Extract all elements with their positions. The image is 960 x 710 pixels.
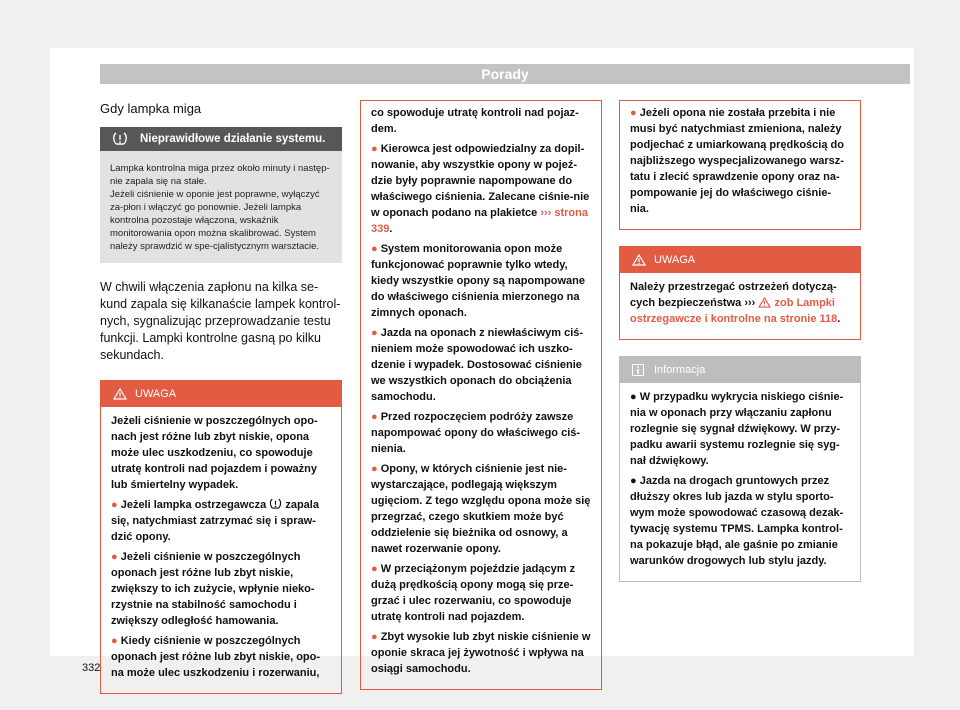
warning-label: UWAGA — [654, 254, 696, 266]
warning-body — [361, 101, 601, 689]
warning-header — [620, 247, 860, 273]
info-bullet: ● Jazda na drogach gruntowych przez dłuższy okres lub jazda w stylu sporto-wym może spowodować czasową dezak-tywację systemu TPMS. Lampka kontrol-na pokazuje błąd, ale gaśnie po zmianie warunków drogowych lub stylu jazdy. — [630, 475, 844, 567]
bullet-icon: ● — [371, 243, 381, 255]
warning-bullet: ● Jeżeli lampka ostrzegawcza zapala się, natychmiast zatrzymać się i spraw-dzić opony. — [111, 499, 319, 543]
info-label: Informacja — [654, 364, 706, 376]
warning-bullet: ● Opony, w których ciśnienie jest nie-wystarczające, podlegają większym ugięciom. Z tego względu opona może się przegrzać, czego skutkiem może być oddzielenie się bieżnika od osnowy, a nawet rozerwanie opony. — [371, 463, 591, 555]
warning-box-continued — [619, 100, 861, 230]
tire-pressure-warning-icon — [100, 132, 140, 146]
warning-intro: Jeżeli ciśnienie w poszczególnych opo-nach jest różne lub zbyt niskie, opona może ulec uszkodzeniu, co spowoduje utratę kontroli nad pojazdem i poważny lub śmiertelny wypadek. — [111, 415, 318, 491]
warning-bullet: ● Kierowca jest odpowiedzialny za dopil-nowanie, aby wszystkie opony w pojeź-dzie były poprawnie napompowane do właściwego ciśnienia. Zalecane ciśnie-nie w oponach podano na plakietce ››› strona 339. — [371, 143, 590, 235]
column-left — [100, 100, 342, 710]
bullet-icon: ● — [630, 107, 640, 119]
bullet-icon: ● — [371, 563, 381, 575]
info-box — [619, 356, 861, 582]
warning-continuation: co spowoduje utratę kontroli nad pojaz-dem. — [371, 107, 579, 135]
tire-pressure-warning-icon — [269, 498, 282, 510]
warning-box-continued — [360, 100, 602, 690]
bullet-icon: ● — [371, 463, 381, 475]
bullet-icon: ● — [371, 411, 381, 423]
bullet-icon: ● — [630, 475, 640, 487]
bullet-icon: ● — [111, 635, 121, 647]
warning-bullet: ● Jeżeli ciśnienie w poszczególnych oponach jest różne lub zbyt niskie, zwiększy to ich zużycie, wpłynie nieko-rzystnie na stabilność samochodu i zwiększy odległość hamowania. — [111, 551, 315, 627]
warning-label: UWAGA — [135, 388, 177, 400]
bullet-icon: ● — [111, 499, 121, 511]
lamp-box-header — [100, 127, 342, 151]
warning-bullet: ● Jazda na oponach z niewłaściwym ciś-nieniem może spowodować ich uszko-dzenie i wypadek. Dostosować ciśnienie we wszystkich oponach do obciążenia samochodu. — [371, 327, 584, 403]
lamp-box — [100, 127, 342, 263]
warning-body — [620, 273, 860, 339]
lamp-box-body — [100, 151, 342, 263]
bullet-icon: ● — [630, 391, 640, 403]
warning-box-safety — [619, 246, 861, 340]
info-icon — [632, 364, 644, 376]
info-body — [620, 383, 860, 581]
info-bullet: ● W przypadku wykrycia niskiego ciśnie-nia w oponach przy włączaniu zapłonu rozlegnie się sygnał dźwiękowy. W przy-padku awarii systemu rozlegnie się syg-nał dźwiękowy. — [630, 391, 844, 467]
warning-body — [620, 101, 860, 229]
page — [50, 48, 914, 679]
bullet-icon: ● — [371, 143, 381, 155]
warning-box — [100, 380, 342, 694]
bullet-icon: ● — [371, 631, 381, 643]
warning-bullet: ● System monitorowania opon może funkcjonować poprawnie tylko wtedy, kiedy wszystkie opony są napompowane do właściwego ciśnienia mierzonego na zimnych oponach. — [371, 243, 585, 319]
lamp-box-text: Lampka kontrolna miga przez około minuty i następ-nie zapala się na stałe. Jeżeli ciśnienie w oponie jest poprawne, wyłączyć za-płon i włączyć go ponownie. Jeżeli lampka kontrolna pozostaje włączona, wskaźnik monitorowania opon można skalibrować. System należy sprawdzić w spe-cjalistycznym warsztacie. — [110, 163, 330, 252]
bullet-icon: ● — [111, 551, 121, 563]
warning-body — [101, 407, 341, 693]
warning-lamps-link[interactable]: zob Lampki ostrzegawcze i kontrolne na stronie 118 — [630, 297, 838, 325]
warning-bullet: ● Przed rozpoczęciem podróży zawsze napompować opony do właściwego ciś-nienia. — [371, 411, 581, 455]
warning-triangle-icon — [758, 297, 771, 308]
bullet-icon: ● — [371, 327, 381, 339]
warning-bullet: ● Zbyt wysokie lub zbyt niskie ciśnienie w oponie skraca jej żywotność i wpływa na osiągi samochodu. — [371, 631, 591, 675]
ignition-paragraph: W chwili włączenia zapłonu na kilka se-kund zapala się kilkanaście lampek kontrol-nych, sygnalizując przeprowadzanie testu funkcji. Lampki kontrolne gasną po kilku sekundach. — [100, 280, 341, 362]
warning-bullet: ● Kiedy ciśnienie w poszczególnych oponach jest różne lub zbyt niskie, opo-na może ulec uszkodzeniu i rozerwaniu, — [111, 635, 321, 679]
column-right — [619, 100, 861, 582]
warning-triangle-icon — [113, 388, 127, 400]
lamp-box-heading: Nieprawidłowe działanie systemu. — [140, 133, 326, 145]
warning-triangle-icon — [632, 254, 646, 266]
page-number: 332 — [82, 662, 101, 674]
info-header — [620, 357, 860, 383]
warning-header — [101, 381, 341, 407]
warning-bullet: ● Jeżeli opona nie została przebita i nie musi być natychmiast zmieniona, należy podjechać z umiarkowaną prędkością do najbliższego wyspecjalizowanego warsz-tatu i zlecić sprawdzenie opony oraz na-pompowanie jej do właściwego ciśnie-nia. — [630, 107, 844, 215]
page-reference-link[interactable]: ››› strona 339 — [371, 207, 588, 235]
warning-text: Należy przestrzegać ostrzeżeń dotyczą-cych bezpieczeństwa ››› zob Lampki ostrzegawcze i kontrolne na stronie 118. — [630, 281, 841, 325]
page-header: Porady — [100, 64, 910, 84]
warning-bullet: ● W przeciążonym pojeździe jadącym z dużą prędkością opony mogą się prze-grzać i ulec rozerwaniu, co spowoduje utratę kontroli nad pojazdem. — [371, 563, 576, 623]
column-middle — [360, 100, 602, 706]
section-title: Gdy lampka miga — [100, 101, 202, 116]
